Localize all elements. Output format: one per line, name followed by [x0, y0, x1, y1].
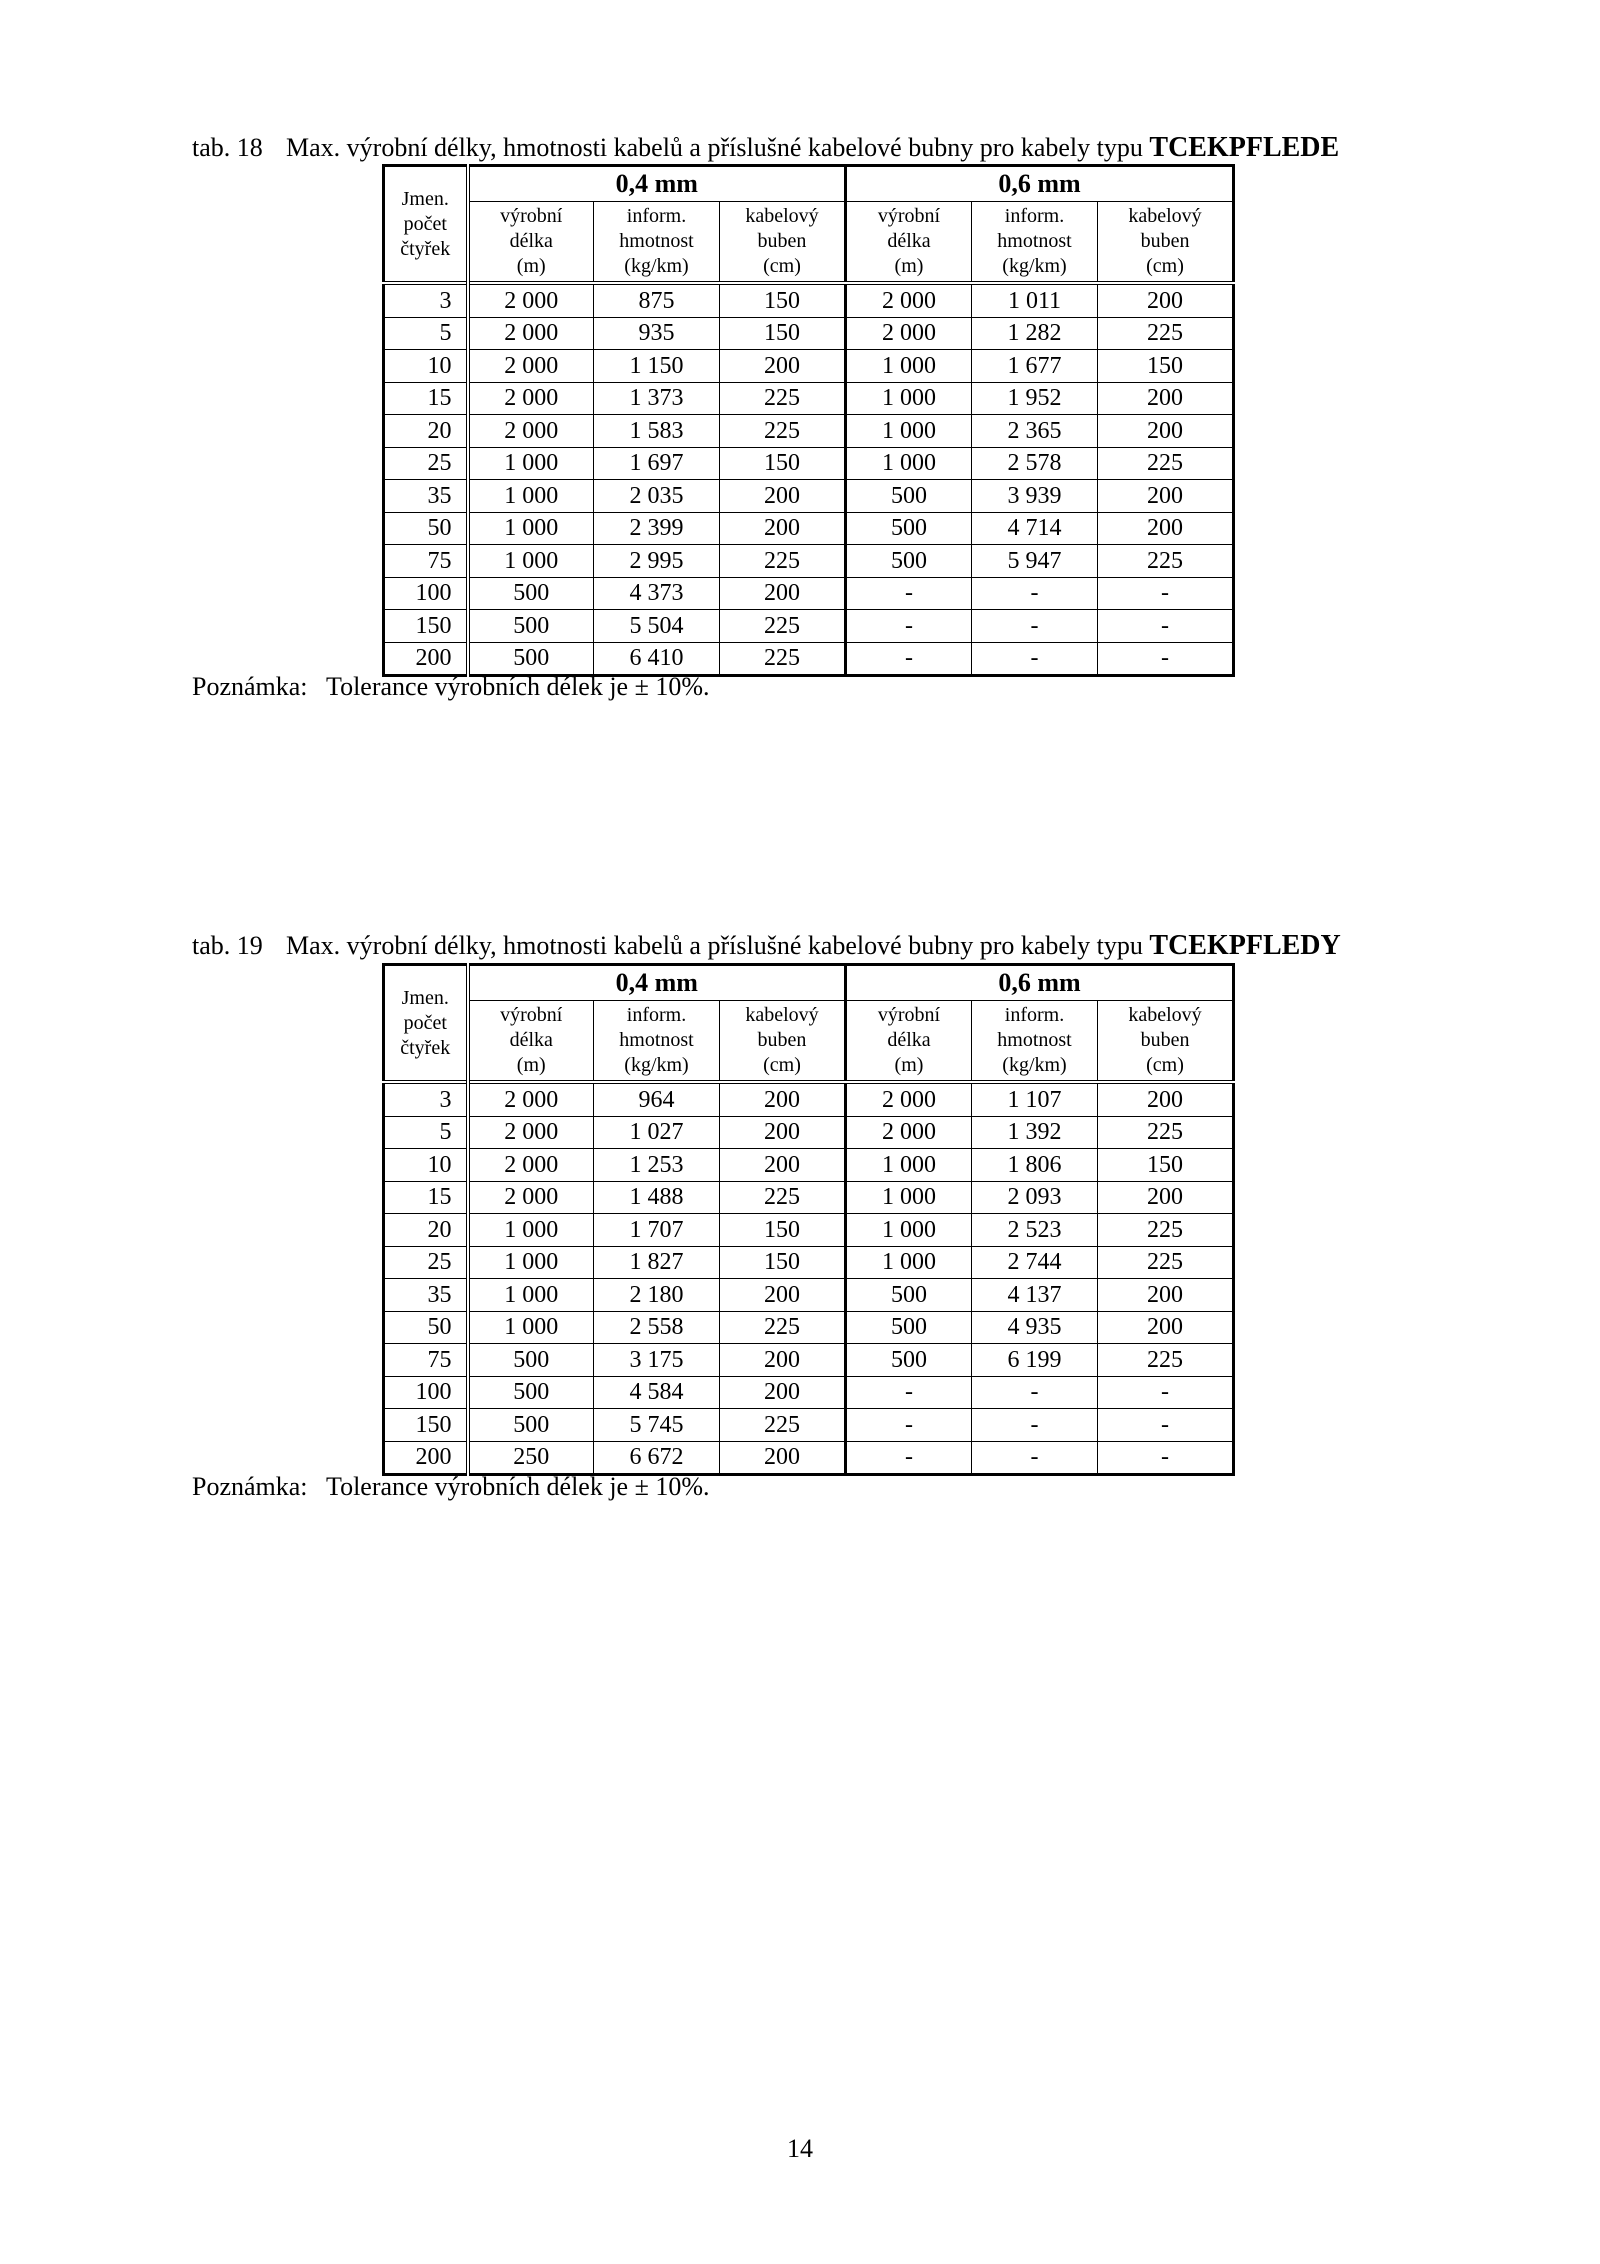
table-row	[384, 382, 1234, 415]
table-caption	[192, 132, 1339, 164]
quad-count-cell: 5	[384, 1116, 468, 1149]
table-row	[384, 1441, 1234, 1475]
column-header: inform. hmotnost (kg/km)	[972, 1001, 1098, 1083]
table-cell: 225	[1098, 1246, 1234, 1279]
table-cell: 500	[846, 480, 972, 513]
table-cell: 1 697	[594, 447, 720, 480]
table-row	[384, 480, 1234, 513]
table-cell: -	[972, 577, 1098, 610]
table-cell: 200	[1098, 480, 1234, 513]
table-cell: 1 000	[468, 1279, 594, 1312]
quad-count-cell: 75	[384, 545, 468, 578]
table-cell: 1 000	[846, 1181, 972, 1214]
note-text: Tolerance výrobních délek je ± 10%.	[326, 672, 710, 701]
table-cell: 6 672	[594, 1441, 720, 1475]
table-cell: 1 000	[846, 1214, 972, 1247]
table-cell: 200	[720, 1279, 846, 1312]
table-cell: 2 180	[594, 1279, 720, 1312]
quad-count-cell: 5	[384, 317, 468, 350]
table-cell: 2 578	[972, 447, 1098, 480]
table-cell: 500	[846, 1344, 972, 1377]
table-cell: 2 000	[468, 317, 594, 350]
table-cell: 150	[720, 283, 846, 317]
table-cell: 500	[846, 1279, 972, 1312]
table-cell: 200	[1098, 1311, 1234, 1344]
table-row	[384, 447, 1234, 480]
table-cell: 1 677	[972, 350, 1098, 383]
column-header: inform. hmotnost (kg/km)	[972, 202, 1098, 284]
quad-count-cell: 35	[384, 480, 468, 513]
table-cell: 2 000	[468, 1116, 594, 1149]
table-row	[384, 1246, 1234, 1279]
table-cell: 2 000	[468, 1082, 594, 1116]
table-cell: 1 000	[468, 512, 594, 545]
quad-count-cell: 100	[384, 577, 468, 610]
table-row	[384, 545, 1234, 578]
table-cell: 225	[1098, 447, 1234, 480]
table-row	[384, 350, 1234, 383]
table-cell: 1 107	[972, 1082, 1098, 1116]
table-cell: 150	[1098, 350, 1234, 383]
table-row	[384, 1409, 1234, 1442]
table-cell: 150	[720, 317, 846, 350]
table-cell: 2 000	[468, 1181, 594, 1214]
note-label: Poznámka:	[192, 1472, 308, 1501]
table-cell: -	[1098, 1441, 1234, 1475]
table-cell: 1 000	[468, 1214, 594, 1247]
header-quad-count: Jmen. počet čtyřek	[384, 965, 468, 1083]
table-row	[384, 1149, 1234, 1182]
table-cell: 1 011	[972, 283, 1098, 317]
table-cell: 2 995	[594, 545, 720, 578]
table-caption	[192, 930, 1341, 962]
table-cell: 200	[720, 577, 846, 610]
table-cell: 1 000	[846, 415, 972, 448]
table-cell: 2 093	[972, 1181, 1098, 1214]
table-cell: 225	[720, 642, 846, 676]
table-cell: 200	[720, 1116, 846, 1149]
quad-count-cell: 50	[384, 512, 468, 545]
table-cell: 225	[720, 1311, 846, 1344]
table-cell: -	[972, 642, 1098, 676]
table-cell: 200	[720, 480, 846, 513]
quad-count-cell: 10	[384, 350, 468, 383]
table-row	[384, 577, 1234, 610]
table-row	[384, 1279, 1234, 1312]
table-cell: 1 253	[594, 1149, 720, 1182]
table-cell: 225	[1098, 545, 1234, 578]
table-row	[384, 1181, 1234, 1214]
table-cell: 1 707	[594, 1214, 720, 1247]
table-cell: 150	[720, 1246, 846, 1279]
table-cell: -	[846, 642, 972, 676]
table-cell: 2 000	[468, 283, 594, 317]
column-header: inform. hmotnost (kg/km)	[594, 1001, 720, 1083]
table-cell: 200	[1098, 1082, 1234, 1116]
table-cell: 4 935	[972, 1311, 1098, 1344]
cable-type: TCEKPFLEDY	[1149, 930, 1341, 961]
table-cell: 1 000	[468, 480, 594, 513]
table-cell: 2 558	[594, 1311, 720, 1344]
table-cell: 1 952	[972, 382, 1098, 415]
table-cell: 250	[468, 1441, 594, 1475]
table-row	[384, 1344, 1234, 1377]
table-cell: 1 000	[468, 1246, 594, 1279]
column-header: výrobní délka (m)	[468, 202, 594, 284]
table-cell: 225	[720, 382, 846, 415]
table-cell: 4 373	[594, 577, 720, 610]
table-cell: 225	[720, 1409, 846, 1442]
table-cell: 2 523	[972, 1214, 1098, 1247]
table-cell: 1 027	[594, 1116, 720, 1149]
column-header: výrobní délka (m)	[468, 1001, 594, 1083]
table-cell: 6 410	[594, 642, 720, 676]
table-cell: 225	[1098, 1344, 1234, 1377]
table-row	[384, 1082, 1234, 1116]
table-cell: -	[1098, 1376, 1234, 1409]
table-row	[384, 317, 1234, 350]
table-cell: 1 392	[972, 1116, 1098, 1149]
table-cell: 225	[720, 610, 846, 643]
table-cell: 500	[468, 610, 594, 643]
table-cell: 1 150	[594, 350, 720, 383]
table-note	[192, 1472, 710, 1502]
table-cell: 1 000	[846, 447, 972, 480]
header-group-06mm: 0,6 mm	[846, 166, 1234, 202]
table-cell: 225	[720, 415, 846, 448]
quad-count-cell: 25	[384, 1246, 468, 1279]
table-cell: 1 000	[846, 1246, 972, 1279]
cable-type: TCEKPFLEDE	[1149, 132, 1340, 163]
table-row	[384, 642, 1234, 676]
table-cell: 1 000	[846, 1149, 972, 1182]
table-cell: 4 584	[594, 1376, 720, 1409]
table-cell: 2 000	[468, 1149, 594, 1182]
quad-count-cell: 35	[384, 1279, 468, 1312]
table-cell: -	[1098, 1409, 1234, 1442]
table-cell: 200	[1098, 1181, 1234, 1214]
header-group-06mm: 0,6 mm	[846, 965, 1234, 1001]
quad-count-cell: 15	[384, 1181, 468, 1214]
table-cell: 200	[720, 1376, 846, 1409]
column-header: inform. hmotnost (kg/km)	[594, 202, 720, 284]
table-cell: 2 365	[972, 415, 1098, 448]
table-cell: 1 000	[468, 1311, 594, 1344]
quad-count-cell: 200	[384, 642, 468, 676]
table-row	[384, 1376, 1234, 1409]
table-cell: 2 000	[846, 283, 972, 317]
table-cell: 5 504	[594, 610, 720, 643]
table-cell: -	[972, 1376, 1098, 1409]
table-cell: 225	[1098, 1116, 1234, 1149]
table-row	[384, 1311, 1234, 1344]
table-cell: 4 137	[972, 1279, 1098, 1312]
table-cell: 150	[720, 447, 846, 480]
table-cell: 500	[846, 512, 972, 545]
table-cell: 225	[1098, 1214, 1234, 1247]
table-cell: 200	[720, 1149, 846, 1182]
column-header: kabelový buben (cm)	[720, 1001, 846, 1083]
table-cell: 500	[846, 545, 972, 578]
table-cell: 2 744	[972, 1246, 1098, 1279]
table-cell: 225	[720, 1181, 846, 1214]
table-cell: 225	[1098, 317, 1234, 350]
table-cell: 2 035	[594, 480, 720, 513]
cable-table	[382, 164, 1235, 677]
table-cell: 3 175	[594, 1344, 720, 1377]
header-group-04mm: 0,4 mm	[468, 166, 846, 202]
table-cell: 200	[1098, 1279, 1234, 1312]
table-cell: -	[846, 577, 972, 610]
quad-count-cell: 3	[384, 1082, 468, 1116]
table-cell: 1 000	[846, 382, 972, 415]
table-row	[384, 610, 1234, 643]
caption-text: Max. výrobní délky, hmotnosti kabelů a příslušné kabelové bubny pro kabely typu	[286, 931, 1143, 960]
quad-count-cell: 150	[384, 1409, 468, 1442]
table-cell: 500	[846, 1311, 972, 1344]
table-cell: 200	[1098, 382, 1234, 415]
quad-count-cell: 20	[384, 1214, 468, 1247]
table-row	[384, 1214, 1234, 1247]
header-group-04mm: 0,4 mm	[468, 965, 846, 1001]
table-cell: 200	[1098, 283, 1234, 317]
table-cell: 200	[720, 1344, 846, 1377]
table-cell: -	[846, 1409, 972, 1442]
table-cell: 2 000	[846, 1116, 972, 1149]
table-row	[384, 415, 1234, 448]
table-cell: -	[1098, 577, 1234, 610]
table-cell: 4 714	[972, 512, 1098, 545]
page-number: 14	[787, 2134, 813, 2163]
table-cell: 200	[1098, 512, 1234, 545]
table-cell: 200	[720, 1082, 846, 1116]
caption-text: Max. výrobní délky, hmotnosti kabelů a příslušné kabelové bubny pro kabely typu	[286, 133, 1143, 162]
quad-count-cell: 3	[384, 283, 468, 317]
table-cell: 2 000	[468, 382, 594, 415]
table-cell: 1 000	[468, 545, 594, 578]
header-quad-count: Jmen. počet čtyřek	[384, 166, 468, 284]
table-cell: -	[1098, 610, 1234, 643]
table-cell: 6 199	[972, 1344, 1098, 1377]
table-cell: 935	[594, 317, 720, 350]
table-cell: 2 000	[468, 350, 594, 383]
table-cell: 1 373	[594, 382, 720, 415]
quad-count-cell: 50	[384, 1311, 468, 1344]
table-cell: 500	[468, 577, 594, 610]
table-cell: 1 000	[846, 350, 972, 383]
table-cell: 2 000	[846, 1082, 972, 1116]
table-cell: 500	[468, 1376, 594, 1409]
table-cell: 150	[1098, 1149, 1234, 1182]
table-cell: 5 947	[972, 545, 1098, 578]
table-cell: 500	[468, 1409, 594, 1442]
table-cell: 2 399	[594, 512, 720, 545]
table-cell: 1 000	[468, 447, 594, 480]
cable-table	[382, 963, 1235, 1476]
table-cell: 5 745	[594, 1409, 720, 1442]
table-number: tab. 18	[192, 133, 263, 162]
table-row	[384, 1116, 1234, 1149]
table-cell: 1 488	[594, 1181, 720, 1214]
table-note	[192, 672, 710, 702]
table-cell: 2 000	[468, 415, 594, 448]
table-cell: -	[972, 1409, 1098, 1442]
table-row	[384, 512, 1234, 545]
table-cell: 1 827	[594, 1246, 720, 1279]
quad-count-cell: 200	[384, 1441, 468, 1475]
table-cell: 200	[720, 512, 846, 545]
table-cell: 1 282	[972, 317, 1098, 350]
table-cell: 2 000	[846, 317, 972, 350]
column-header: kabelový buben (cm)	[1098, 202, 1234, 284]
table-cell: 200	[720, 350, 846, 383]
table-row	[384, 283, 1234, 317]
table-cell: 875	[594, 283, 720, 317]
table-cell: 1 806	[972, 1149, 1098, 1182]
table-cell: 1 583	[594, 415, 720, 448]
table-cell: 3 939	[972, 480, 1098, 513]
table-cell: 225	[720, 545, 846, 578]
table-cell: 200	[720, 1441, 846, 1475]
table-cell: 964	[594, 1082, 720, 1116]
quad-count-cell: 75	[384, 1344, 468, 1377]
table-cell: -	[846, 1376, 972, 1409]
table-cell: -	[972, 1441, 1098, 1475]
table-number: tab. 19	[192, 931, 263, 960]
table-cell: -	[846, 1441, 972, 1475]
quad-count-cell: 10	[384, 1149, 468, 1182]
quad-count-cell: 100	[384, 1376, 468, 1409]
quad-count-cell: 25	[384, 447, 468, 480]
table-cell: -	[972, 610, 1098, 643]
column-header: kabelový buben (cm)	[720, 202, 846, 284]
column-header: výrobní délka (m)	[846, 202, 972, 284]
quad-count-cell: 20	[384, 415, 468, 448]
note-text: Tolerance výrobních délek je ± 10%.	[326, 1472, 710, 1501]
column-header: výrobní délka (m)	[846, 1001, 972, 1083]
table-cell: 200	[1098, 415, 1234, 448]
note-label: Poznámka:	[192, 672, 308, 701]
table-cell: -	[1098, 642, 1234, 676]
table-cell: 500	[468, 1344, 594, 1377]
quad-count-cell: 15	[384, 382, 468, 415]
table-cell: 150	[720, 1214, 846, 1247]
table-cell: -	[846, 610, 972, 643]
quad-count-cell: 150	[384, 610, 468, 643]
table-cell: 500	[468, 642, 594, 676]
column-header: kabelový buben (cm)	[1098, 1001, 1234, 1083]
